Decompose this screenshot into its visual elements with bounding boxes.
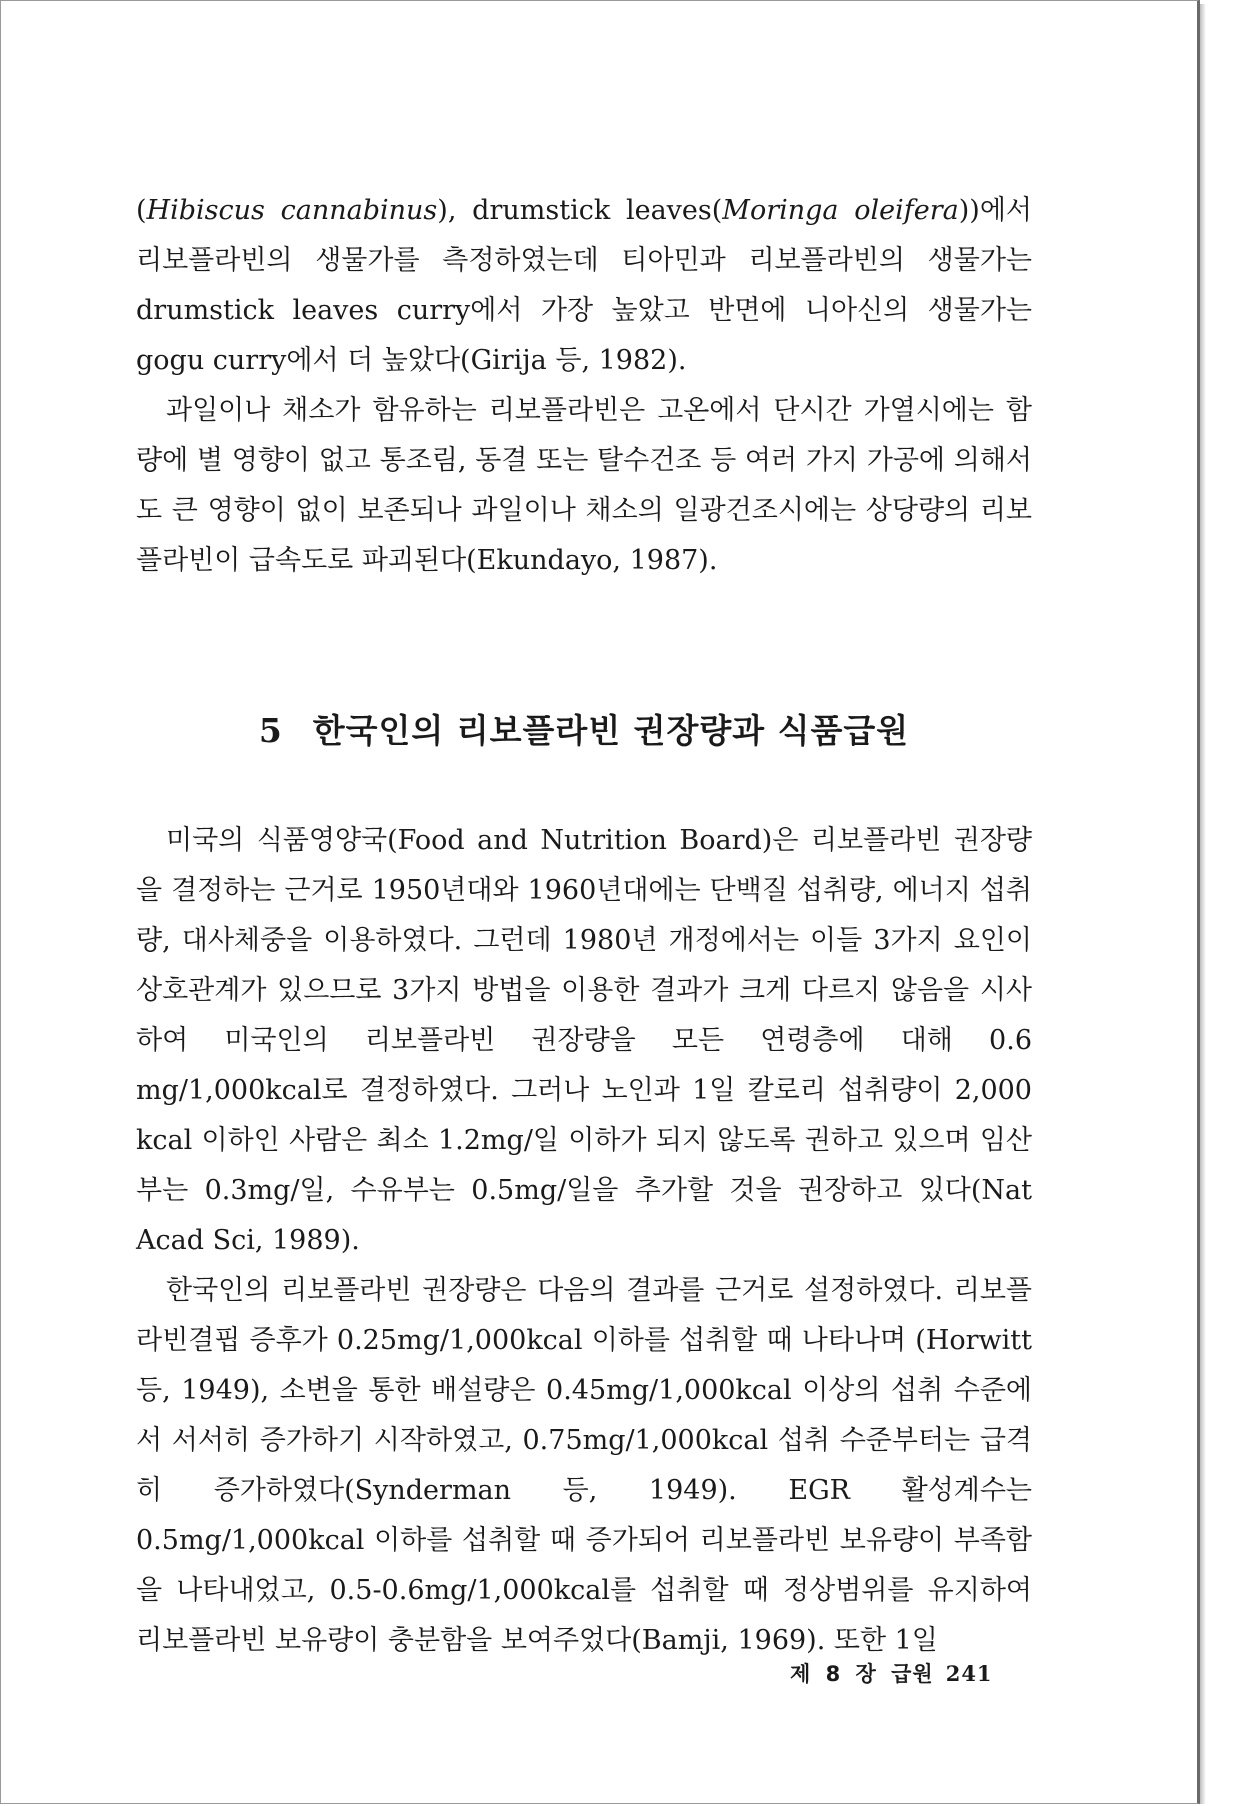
section-title: 한국인의 리보플라빈 권장량과 식품급원	[312, 711, 910, 750]
paragraph-4: 한국인의 리보플라빈 권장량은 다음의 결과를 근거로 설정하였다. 리보플라빈결핍 증후가 0.25mg/1,000kcal 이하를 섭취할 때 나타나며 (Horwitt 등, 1949), 소변을 통한 배설량은 0.45mg/1,000kcal 이상의 섭취 수준에서 서서히 증가하기 시작하였고, 0.75mg/1,000kcal 섭취 수준부터는 급격히 증가하였다(Synderman 등, 1949). EGR 활성계수는 0.5mg/1,000kcal 이하를 섭취할 때 증가되어 리보플라빈 보유량이 부족함을 나타내었고, 0.5-0.6mg/1,000kcal를 섭취할 때 정상범위를 유지하여 리보플라빈 보유량이 충분함을 보여주었다(Bamji, 1969). 또한 1일	[136, 1275, 1032, 1656]
page-body	[136, 186, 1032, 1666]
section-number: 5	[258, 711, 283, 750]
paragraph-1-post: ))에서 리보플라빈의 생물가를 측정하였는데 티아민과 리보플라빈의 생물가는 drumstick leaves curry에서 가장 높았고 반면에 니아신의 생물가는 gogu curry에서 더 높았다(Girija 등, 1982).	[136, 195, 1032, 376]
running-footer	[790, 1658, 993, 1688]
page-edge-shadow	[1200, 4, 1206, 1804]
section-heading	[136, 708, 1032, 754]
paragraph-1-pre: (	[136, 195, 147, 226]
paragraph-3: 미국의 식품영양국(Food and Nutrition Board)은 리보플라빈 권장량을 결정하는 근거로 1950년대와 1960년대에는 단백질 섭취량, 에너지 섭취량, 대사체중을 이용하였다. 그런데 1980년 개정에서는 이들 3가지 요인이 상호관계가 있으므로 3가지 방법을 이용한 결과가 크게 다르지 않음을 시사하여 미국인의 리보플라빈 권장량을 모든 연령층에 대해 0.6 mg/1,000kcal로 결정하였다. 그러나 노인과 1일 칼로리 섭취량이 2,000 kcal 이하인 사람은 최소 1.2mg/일 이하가 되지 않도록 권하고 있으며 임산부는 0.3mg/일, 수유부는 0.5mg/일을 추가할 것을 권장하고 있다(Nat Acad Sci, 1989).	[136, 825, 1032, 1256]
page-number: 241	[945, 1661, 993, 1686]
paragraph-1	[136, 186, 1032, 386]
species-name-1: Hibiscus cannabinus	[146, 195, 438, 226]
paragraph-2: 과일이나 채소가 함유하는 리보플라빈은 고온에서 단시간 가열시에는 함량에 별 영향이 없고 통조림, 동결 또는 탈수건조 등 여러 가지 가공에 의해서도 큰 영향이 없이 보존되나 과일이나 채소의 일광건조시에는 상당량의 리보플라빈이 급속도로 파괴된다(Ekundayo, 1987).	[136, 395, 1032, 576]
chapter-label: 제 8 장 급원	[790, 1662, 934, 1686]
paragraph-1-mid: ), drumstick leaves(	[437, 195, 723, 226]
species-name-2: Moringa oleifera	[722, 195, 959, 226]
